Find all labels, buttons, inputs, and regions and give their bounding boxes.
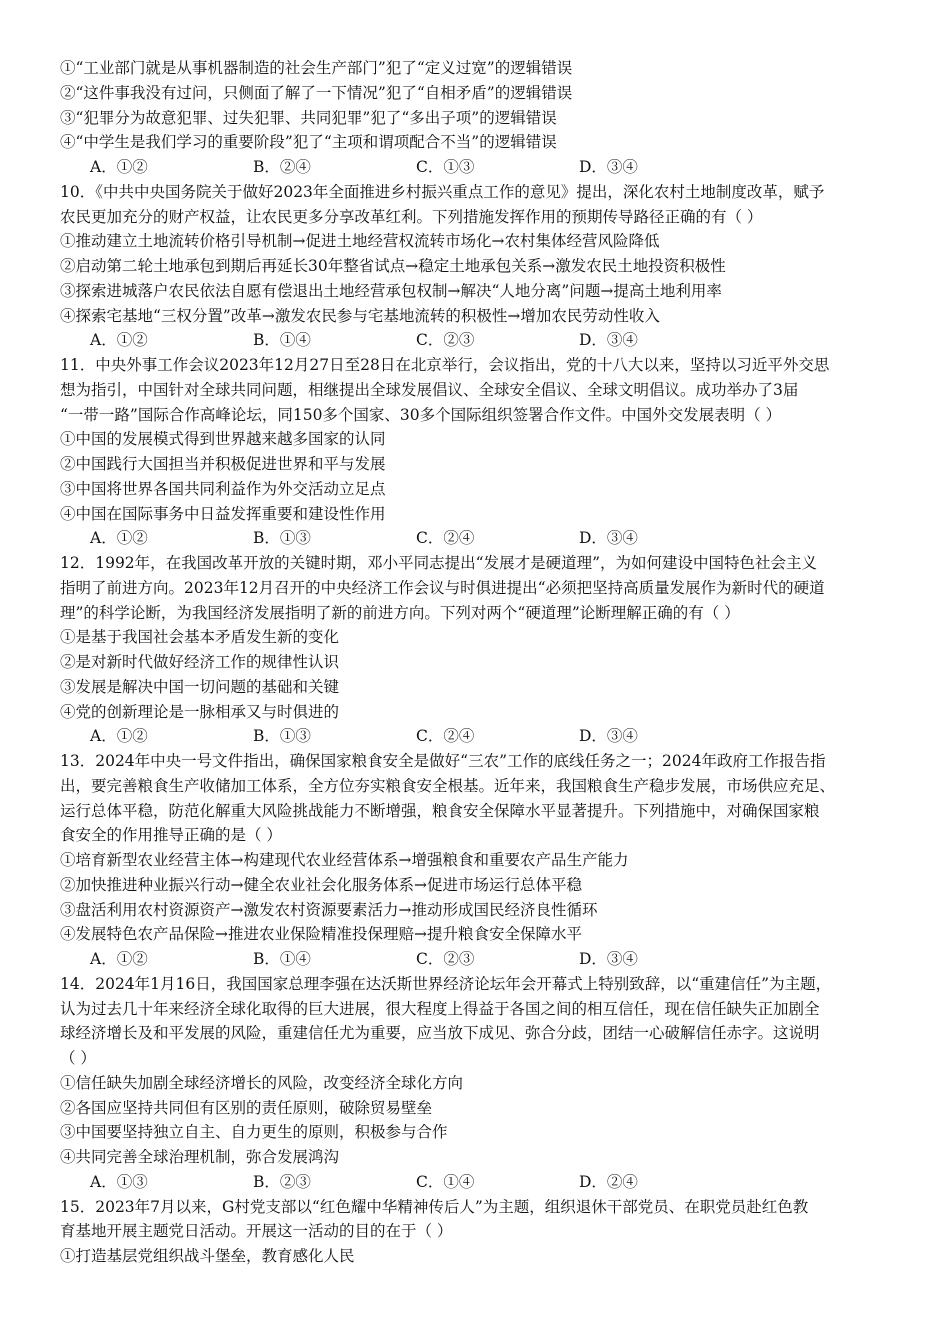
question-stem: 理”的科学论断，为我国经济发展指明了新的前进方向。下列对两个“硬道理”论断理解正确的有（ ） bbox=[60, 603, 740, 622]
option-c[interactable]: C．②③ bbox=[416, 331, 475, 350]
question-11 bbox=[60, 353, 900, 551]
answer-options bbox=[60, 155, 900, 180]
answer-options bbox=[60, 1170, 900, 1195]
answer-options bbox=[60, 328, 900, 353]
choice-statement: ②中国践行大国担当并积极促进世界和平与发展 bbox=[60, 455, 386, 473]
answer-options bbox=[60, 947, 900, 972]
choice-statement: ①中国的发展模式得到世界越来越多国家的认同 bbox=[60, 430, 386, 449]
question-stem: 育基地开展主题党日活动。开展这一活动的目的在于（ ） bbox=[60, 1222, 453, 1241]
option-d[interactable]: D．②④ bbox=[579, 1172, 638, 1191]
choice-statement: ③中国要坚持独立自主、自力更生的原则，积极参与合作 bbox=[60, 1123, 448, 1142]
option-a[interactable]: A．①② bbox=[90, 950, 148, 968]
choice-statement: ④“中学生是我们学习的重要阶段”犯了“主项和谓项配合不当”的逻辑错误 bbox=[60, 133, 557, 152]
option-d[interactable]: D．③④ bbox=[579, 158, 638, 176]
choice-statement: ②是对新时代做好经济工作的规律性认识 bbox=[60, 653, 340, 671]
choice-statement: ②启动第二轮土地承包到期后再延长30年整省试点→稳定土地承包关系→激发农民土地投资积极性 bbox=[60, 257, 726, 275]
choice-statement: ②各国应坚持共同但有区别的责任原则，破除贸易壁垒 bbox=[60, 1098, 433, 1117]
option-b[interactable]: B．①④ bbox=[253, 950, 311, 968]
option-a[interactable]: A．①② bbox=[90, 158, 148, 176]
question-stem: 10．《中共中央国务院关于做好2023年全面推进乡村振兴重点工作的意见》提出，深化农村土地制度改革，赋予 bbox=[60, 182, 825, 201]
choice-statement: ③中国将世界各国共同利益作为外交活动立足点 bbox=[60, 479, 386, 498]
choice-statement: ④发展特色农产品保险→推进农业保险精准投保理赔→提升粮食安全保障水平 bbox=[60, 925, 582, 944]
option-a[interactable]: A．①② bbox=[90, 727, 148, 746]
question-9 bbox=[60, 56, 900, 180]
choice-statement: ④中国在国际事务中日益发挥重要和建设性作用 bbox=[60, 504, 386, 523]
option-a[interactable]: A．①② bbox=[90, 331, 148, 350]
option-d[interactable]: D．③④ bbox=[579, 529, 638, 548]
question-stem: 13．2024年中央一号文件指出，确保国家粮食安全是做好“三农”工作的底线任务之一；2024年政府工作报告指 bbox=[60, 752, 826, 770]
option-c[interactable]: C．②④ bbox=[416, 529, 475, 548]
answer-options bbox=[60, 526, 900, 551]
question-15 bbox=[60, 1195, 900, 1269]
choice-statement: ②“这件事我没有过问，只侧面了解了一下情况”犯了“自相矛盾”的逻辑错误 bbox=[60, 83, 573, 102]
question-10 bbox=[60, 180, 900, 353]
question-13 bbox=[60, 749, 900, 972]
question-stem: 指明了前进方向。2023年12月召开的中央经济工作会议与时俱进提出“必须把坚持高质量发展作为新时代的硬道 bbox=[60, 578, 825, 597]
option-d[interactable]: D．③④ bbox=[579, 727, 638, 746]
choice-statement: ④党的创新理论是一脉相承又与时俱进的 bbox=[60, 702, 340, 721]
choice-statement: ③“犯罪分为故意犯罪、过失犯罪、共同犯罪”犯了“多出子项”的逻辑错误 bbox=[60, 108, 557, 127]
question-stem: 农民更加充分的财产权益，让农民更多分享改革红利。下列措施发挥作用的预期传导路径正确的有（ ） bbox=[60, 207, 763, 226]
choice-statement: ①信任缺失加剧全球经济增长的风险，改变经济全球化方向 bbox=[60, 1073, 464, 1092]
choice-statement: ④共同完善全球治理机制，弥合发展鸿沟 bbox=[60, 1148, 340, 1166]
choice-statement: ①培育新型农业经营主体→构建现代农业经营体系→增强粮食和重要农产品生产能力 bbox=[60, 851, 629, 869]
question-stem: 想为指引，中国针对全球共同问题，相继提出全球发展倡议、全球安全倡议、全球文明倡议。成功举办了3届 bbox=[60, 380, 799, 399]
option-a[interactable]: A．①② bbox=[90, 529, 148, 548]
answer-options bbox=[60, 724, 900, 749]
option-d[interactable]: D．③④ bbox=[579, 331, 638, 350]
choice-statement: ①打造基层党组织战斗堡垒，教育感化人民 bbox=[60, 1247, 355, 1265]
question-stem: 15．2023年7月以来，G村党支部以“红色耀中华精神传后人”为主题，组织退休干部党员、在职党员赴红色教 bbox=[60, 1197, 809, 1216]
choice-statement: ②加快推进种业振兴行动→健全农业社会化服务体系→促进市场运行总体平稳 bbox=[60, 875, 582, 894]
question-stem: 食安全的作用推导正确的是（ ） bbox=[60, 826, 282, 845]
option-a[interactable]: A．①③ bbox=[90, 1172, 148, 1191]
question-stem: “一带一路”国际合作高峰论坛，同150多个国家、30多个国际组织签署合作文件。中国外交发展表明（ ） bbox=[60, 405, 782, 424]
option-b[interactable]: B．①③ bbox=[253, 727, 311, 746]
question-stem: 运行总体平稳，防范化解重大风险挑战能力不断增强，粮食安全保障水平显著提升。下列措施中，对确保国家粮 bbox=[60, 801, 820, 820]
option-b[interactable]: B．①④ bbox=[253, 331, 311, 350]
option-b[interactable]: B．②④ bbox=[253, 158, 311, 176]
question-stem: 12．1992年，在我国改革开放的关键时期，邓小平同志提出“发展才是硬道理”，为如何建设中国特色社会主义 bbox=[60, 554, 818, 572]
option-b[interactable]: B．①③ bbox=[253, 529, 311, 548]
option-c[interactable]: C．②③ bbox=[416, 950, 475, 968]
choice-statement: ③探索进城落户农民依法自愿有偿退出土地经营承包权制→解决“人地分离”问题→提高土地利用率 bbox=[60, 281, 722, 300]
choice-statement: ④探索宅基地“三权分置”改革→激发农民参与宅基地流转的积极性→增加农民劳动性收入 bbox=[60, 306, 660, 325]
option-c[interactable]: C．①③ bbox=[416, 158, 475, 176]
question-stem: 出，要完善粮食生产收储加工体系，全方位夯实粮食安全根基。近年来，我国粮食生产稳步发展，市场供应充足、 bbox=[60, 776, 836, 795]
question-14 bbox=[60, 972, 900, 1195]
choice-statement: ③盘活利用农村资源资产→激发农村资源要素活力→推动形成国民经济良性循环 bbox=[60, 900, 598, 919]
choice-statement: ①推动建立土地流转价格引导机制→促进土地经营权流转市场化→农村集体经营风险降低 bbox=[60, 232, 660, 251]
choice-statement: ①“工业部门就是从事机器制造的社会生产部门”犯了“定义过宽”的逻辑错误 bbox=[60, 59, 573, 77]
choice-statement: ①是基于我国社会基本矛盾发生新的变化 bbox=[60, 628, 340, 647]
question-stem: （ ） bbox=[60, 1049, 96, 1067]
question-stem: 11．中央外事工作会议2023年12月27日至28日在北京举行，会议指出，党的十八大以来，坚持以习近平外交思 bbox=[60, 356, 830, 374]
exam-page bbox=[60, 56, 900, 1269]
question-stem: 球经济增长及和平发展的风险，重建信任尤为重要，应当放下成见、弥合分歧，团结一心破解信任赤字。这说明 bbox=[60, 1024, 820, 1043]
option-c[interactable]: C．①④ bbox=[416, 1172, 475, 1191]
question-12 bbox=[60, 551, 900, 749]
option-d[interactable]: D．③④ bbox=[579, 950, 638, 968]
choice-statement: ③发展是解决中国一切问题的基础和关键 bbox=[60, 677, 340, 696]
option-c[interactable]: C．②④ bbox=[416, 727, 475, 746]
question-stem: 14．2024年1月16日，我国国家总理李强在达沃斯世界经济论坛年会开幕式上特别致辞，以“重建信任”为主题， bbox=[60, 974, 832, 993]
question-stem: 认为过去几十年来经济全球化取得的巨大进展，很大程度上得益于各国之间的相互信任，现在信任缺失正加剧全 bbox=[60, 999, 820, 1018]
option-b[interactable]: B．②③ bbox=[253, 1172, 311, 1191]
